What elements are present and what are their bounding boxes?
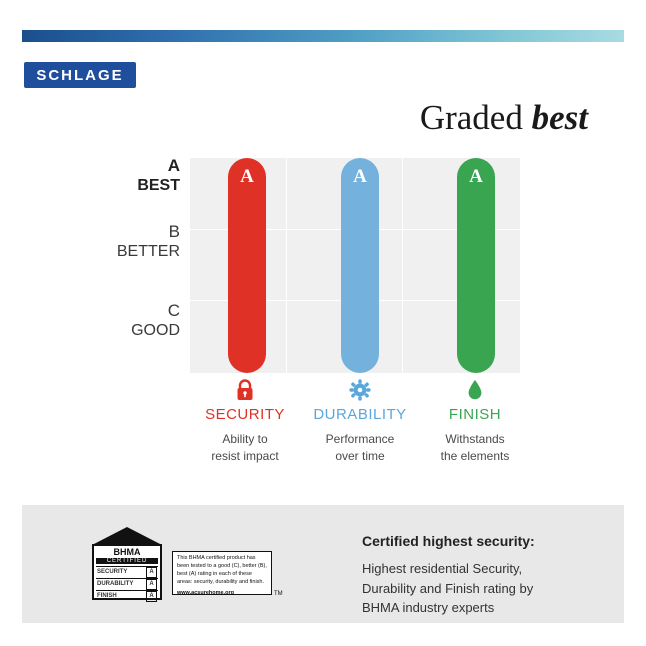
- bhma-row-finish: [96, 590, 158, 602]
- category-subtitle-finish: [405, 431, 545, 466]
- droplet-icon: [405, 378, 545, 402]
- headline-part2: best: [531, 98, 588, 137]
- gridline-vertical-2: [402, 158, 403, 373]
- bar-grade-finish: A: [469, 166, 483, 187]
- y-axis-desc-better: BETTER: [116, 243, 180, 261]
- bar-finish: [457, 158, 495, 373]
- bhma-row-grade-finish: A: [146, 591, 157, 602]
- bhma-description-box: [172, 551, 272, 595]
- y-axis-row-b: [117, 221, 180, 262]
- page-title: [420, 98, 588, 138]
- certified-body-line1: Highest residential Security,: [362, 561, 523, 576]
- y-axis-desc-good: GOOD: [131, 322, 180, 340]
- certified-body-line2: Durability and Finish rating by: [362, 580, 534, 596]
- bhma-row-label-security: SECURITY: [97, 569, 128, 576]
- logo-text: SCHLAGE: [36, 66, 124, 84]
- category-title-finish: FINISH: [448, 406, 502, 423]
- category-subtitle-finish-line1: Withstands: [445, 432, 505, 446]
- bhma-row-grade-security: A: [146, 567, 157, 578]
- bhma-body: [92, 544, 162, 600]
- y-axis-grade-b: B: [168, 222, 180, 241]
- y-axis-desc-best: BEST: [137, 177, 180, 195]
- bhma-roof: [92, 527, 162, 545]
- certified-body: [362, 559, 602, 618]
- headline-part1: Graded: [419, 98, 532, 137]
- bar-security: [228, 158, 266, 373]
- bhma-name: BHMA: [113, 547, 141, 557]
- bhma-certified-label: CERTIFIED: [96, 558, 158, 564]
- certified-title: Certified highest security:: [362, 533, 535, 549]
- bhma-row-durability: [96, 578, 158, 590]
- bhma-url: www.acsurehome.org: [177, 589, 234, 596]
- gridline-vertical-1: [286, 158, 287, 373]
- y-axis-row-a: [137, 155, 180, 196]
- y-axis-row-c: [131, 300, 180, 341]
- bar-durability: [341, 158, 379, 373]
- y-axis-grade-c: C: [167, 301, 180, 320]
- certified-text-block: [362, 533, 602, 618]
- category-title-durability: DURABILITY: [313, 406, 407, 423]
- category-subtitle-security-line2: resist impact: [211, 449, 279, 464]
- bhma-trademark: TM: [274, 591, 283, 597]
- bhma-row-security: [96, 566, 158, 578]
- bhma-seal: [84, 527, 283, 603]
- bar-chart-plot: [190, 158, 520, 373]
- category-subtitle-finish-line2: the elements: [440, 449, 510, 464]
- category-title-security: SECURITY: [205, 406, 285, 423]
- bhma-row-grade-durability: A: [146, 579, 157, 590]
- bar-grade-security: A: [240, 166, 254, 187]
- category-finish: [405, 378, 545, 466]
- bhma-row-label-finish: FINISH: [97, 593, 117, 600]
- category-subtitle-durability-line1: Performance: [325, 432, 395, 446]
- bhma-description-text: This BHMA certified product has been tested to a good (C), better (B), best (A) rating in each of these areas: security, durability and finish.: [177, 555, 267, 585]
- bhma-row-label-durability: DURABILITY: [97, 581, 134, 588]
- certified-body-line3: BHMA industry experts: [362, 600, 495, 615]
- y-axis-grade-a: A: [167, 156, 180, 175]
- category-subtitle-durability-line2: over time: [335, 449, 385, 464]
- schlage-logo: [24, 62, 136, 88]
- bar-grade-durability: A: [353, 166, 367, 187]
- header-gradient-bar: [22, 30, 624, 42]
- certification-panel: [22, 505, 624, 623]
- bhma-house-shape: [84, 527, 170, 603]
- category-subtitle-security-line1: Ability to: [222, 432, 268, 446]
